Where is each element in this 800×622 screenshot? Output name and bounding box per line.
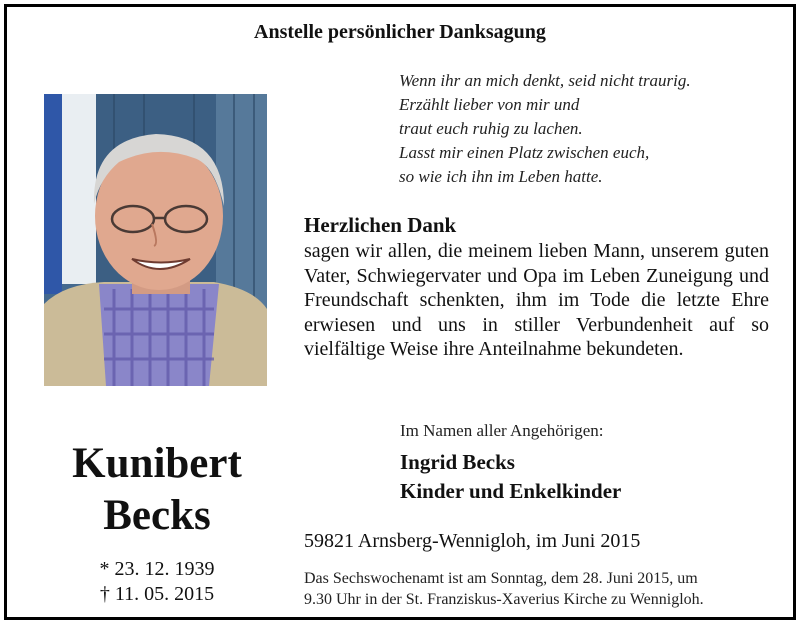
obituary-card: [4, 4, 796, 620]
signature-name: Ingrid Becks: [400, 450, 515, 474]
service-line: Das Sechswochenamt ist am Sonntag, dem 28. Juni 2015, um: [304, 570, 698, 587]
birth-date: * 23. 12. 1939: [99, 558, 215, 580]
poem-line: traut euch ruhig zu lachen.: [399, 119, 583, 138]
thanks-heading: Herzlichen Dank: [304, 213, 457, 237]
thanks-text: sagen wir allen, die meinem lieben Mann, unserem guten Vater, Schwiegervater und Opa im Leben Zuneigung und Freundschaft schenkten, ihm im Tode die letzte Ehre erwiesen und uns in stiller Verbundenheit auf so vielfältige Weise ihre Anteilnahme bekundeten.: [304, 240, 769, 360]
place-date: 59821 Arnsberg-Wennigloh, im Juni 2015: [304, 530, 641, 552]
death-date: † 11. 05. 2015: [99, 583, 215, 605]
portrait-photo-icon: [44, 94, 267, 386]
page-title: Anstelle persönlicher Danksagung: [254, 21, 546, 43]
poem-line: so wie ich ihn im Leben hatte.: [399, 167, 603, 186]
portrait-illustration: [44, 94, 267, 386]
deceased-last-name: Becks: [103, 492, 211, 539]
poem-line: Wenn ihr an mich denkt, seid nicht traurig.: [399, 71, 691, 90]
poem-line: Erzählt lieber von mir und: [399, 95, 580, 114]
service-line: 9.30 Uhr in der St. Franziskus-Xaverius Kirche zu Wennigloh.: [304, 591, 704, 608]
poem-line: Lasst mir einen Platz zwischen euch,: [399, 143, 650, 162]
service-notice: [304, 568, 774, 610]
poem: [399, 69, 691, 189]
life-dates: [47, 557, 267, 607]
deceased-first-name: Kunibert: [72, 440, 242, 487]
signature-intro: Im Namen aller Angehörigen:: [400, 421, 604, 440]
signature-name: Kinder und Enkelkinder: [400, 479, 622, 503]
